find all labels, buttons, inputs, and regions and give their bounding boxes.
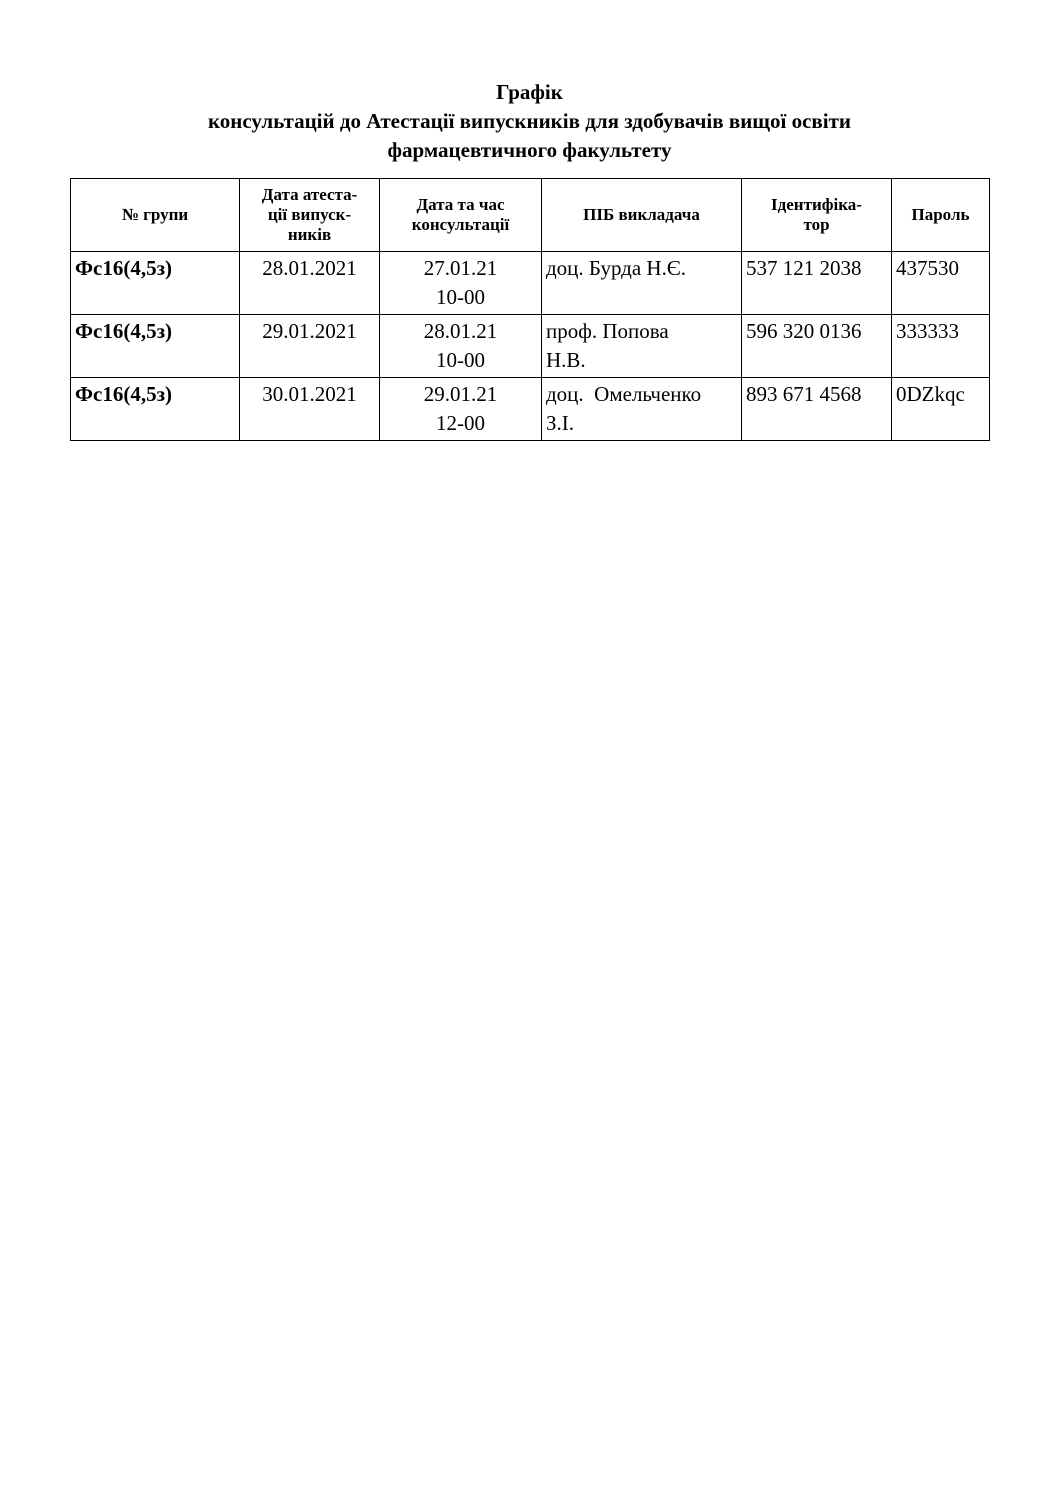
cell-attestation-date: 29.01.2021 <box>240 315 380 378</box>
cell-consultation-datetime: 27.01.21 10-00 <box>380 252 542 315</box>
cell-password: 333333 <box>892 315 990 378</box>
cell-teacher: доц. Омельченко З.І. <box>542 378 742 441</box>
title-line-1: Графік <box>496 80 563 104</box>
consultation-schedule-table <box>70 178 990 441</box>
table-header-row <box>71 179 990 252</box>
cell-identifier: 537 121 2038 <box>742 252 892 315</box>
header-attestation-date: Дата атеста- ції випуск- ників <box>240 179 380 252</box>
cell-teacher: проф. Попова Н.В. <box>542 315 742 378</box>
cell-group: Фс16(4,5з) <box>71 378 240 441</box>
cell-consultation-datetime: 28.01.21 10-00 <box>380 315 542 378</box>
cell-identifier: 893 671 4568 <box>742 378 892 441</box>
cell-identifier: 596 320 0136 <box>742 315 892 378</box>
cell-teacher: доц. Бурда Н.Є. <box>542 252 742 315</box>
table-row <box>71 252 990 315</box>
header-teacher: ПІБ викладача <box>542 179 742 252</box>
table-row <box>71 315 990 378</box>
header-password: Пароль <box>892 179 990 252</box>
title-line-3: фармацевтичного факультету <box>387 138 672 162</box>
title-line-2: консультацій до Атестації випускників для здобувачів вищої освіти <box>207 109 852 133</box>
cell-attestation-date: 28.01.2021 <box>240 252 380 315</box>
cell-consultation-datetime: 29.01.21 12-00 <box>380 378 542 441</box>
header-consultation-datetime: Дата та час консультації <box>380 179 542 252</box>
header-group: № групи <box>71 179 240 252</box>
cell-group: Фс16(4,5з) <box>71 252 240 315</box>
cell-password: 0DZkqc <box>892 378 990 441</box>
cell-group: Фс16(4,5з) <box>71 315 240 378</box>
cell-attestation-date: 30.01.2021 <box>240 378 380 441</box>
header-identifier: Ідентифіка- тор <box>742 179 892 252</box>
table-row <box>71 378 990 441</box>
cell-password: 437530 <box>892 252 990 315</box>
document-title <box>70 78 989 165</box>
